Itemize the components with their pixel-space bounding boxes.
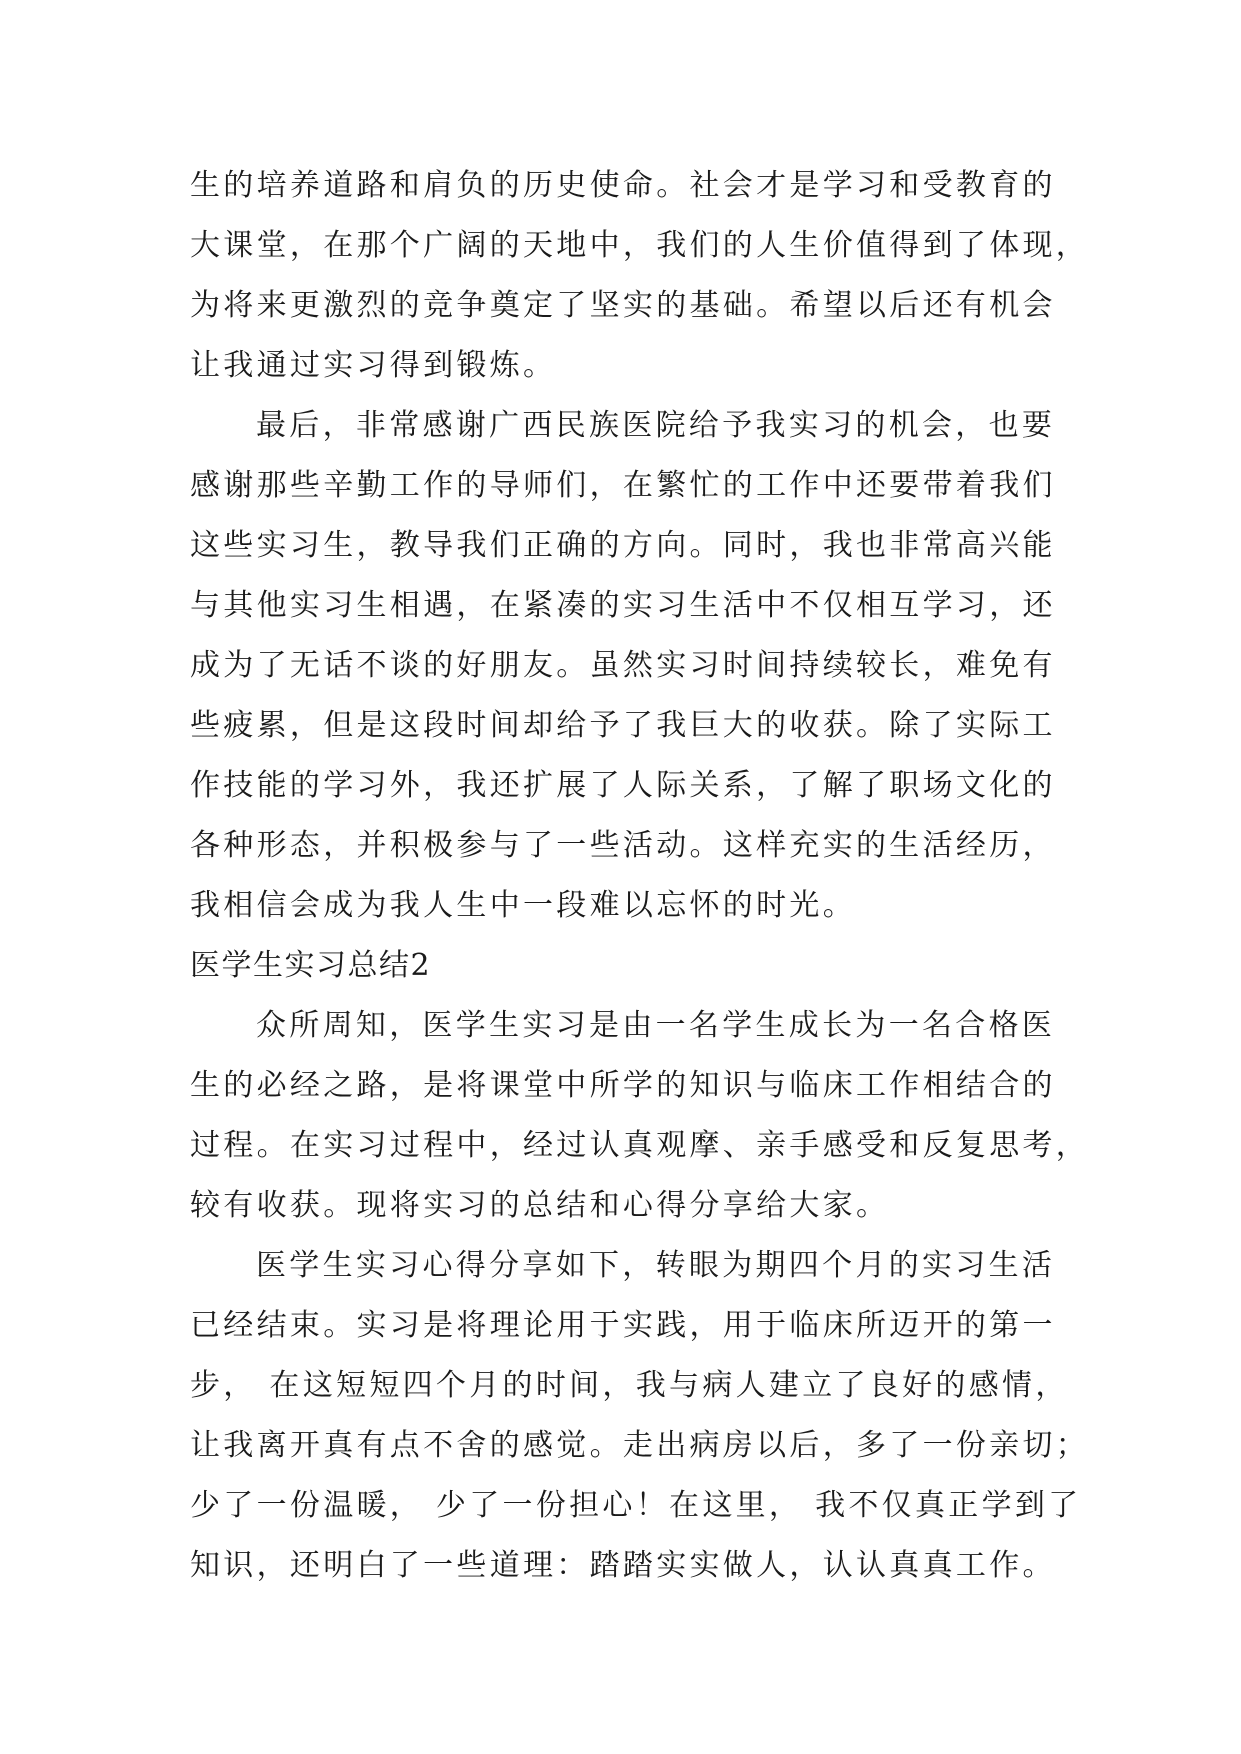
text-line: 较有收获。现将实习的总结和心得分享给大家。 (190, 1188, 890, 1223)
text-line: 最后，非常感谢广西民族医院给予我实习的机会，也要 (256, 408, 1056, 443)
text-line: 让我离开真有点不舍的感觉。走出病房以后，多了一份亲切； (190, 1428, 1090, 1463)
text-line: 知识，还明白了一些道理：踏踏实实做人，认认真真工作。 (190, 1548, 1056, 1583)
text-line: 过程。在实习过程中，经过认真观摩、亲手感受和反复思考， (190, 1128, 1090, 1163)
paragraph-2 (190, 396, 1070, 936)
text-line: 感谢那些辛勤工作的导师们，在繁忙的工作中还要带着我们 (190, 468, 1056, 503)
text-line: 生的必经之路，是将课堂中所学的知识与临床工作相结合的 (190, 1068, 1056, 1103)
section-heading: 医学生实习总结2 (190, 948, 432, 983)
text-line: 些疲累，但是这段时间却给予了我巨大的收获。除了实际工 (190, 708, 1056, 743)
text-line: 与其他实习生相遇，在紧凑的实习生活中不仅相互学习，还 (190, 588, 1056, 623)
text-line: 成为了无话不谈的好朋友。虽然实习时间持续较长，难免有 (190, 648, 1056, 683)
paragraph-3 (190, 996, 1090, 1236)
document-body (190, 156, 1090, 1596)
text-line: 医学生实习心得分享如下，转眼为期四个月的实习生活 (256, 1248, 1056, 1283)
text-line: 大课堂，在那个广阔的天地中，我们的人生价值得到了体现， (190, 228, 1090, 263)
paragraph-4 (190, 1236, 1090, 1596)
text-line: 少了一份温暖， 少了一份担心！在这里， 我不仅真正学到了 (190, 1488, 1082, 1523)
text-line: 让我通过实习得到锻炼。 (190, 348, 557, 383)
text-line: 已经结束。实习是将理论用于实践，用于临床所迈开的第一 (190, 1308, 1056, 1343)
text-line: 为将来更激烈的竞争奠定了坚实的基础。希望以后还有机会 (190, 288, 1056, 323)
text-line: 各种形态，并积极参与了一些活动。这样充实的生活经历， (190, 828, 1056, 863)
text-line: 这些实习生，教导我们正确的方向。同时，我也非常高兴能 (190, 528, 1056, 563)
text-line: 步， 在这短短四个月的时间，我与病人建立了良好的感情， (190, 1368, 1069, 1403)
paragraph-1 (190, 156, 1090, 396)
text-line: 作技能的学习外，我还扩展了人际关系，了解了职场文化的 (190, 768, 1056, 803)
text-line: 生的培养道路和肩负的历史使命。社会才是学习和受教育的 (190, 168, 1056, 203)
text-line: 我相信会成为我人生中一段难以忘怀的时光。 (190, 888, 856, 923)
text-line: 众所周知，医学生实习是由一名学生成长为一名合格医 (256, 1008, 1056, 1043)
